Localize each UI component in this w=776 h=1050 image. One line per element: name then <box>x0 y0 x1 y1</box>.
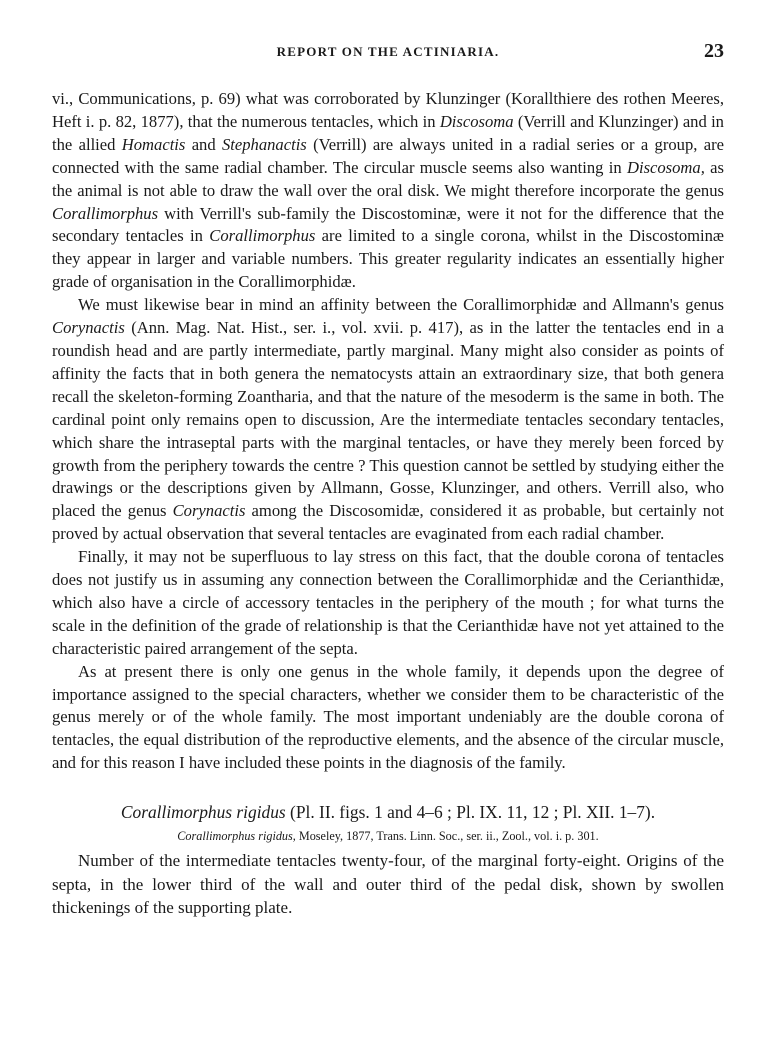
paragraph <box>52 546 724 661</box>
text-run: and <box>185 134 222 154</box>
text-run: are limited to a single corona, whilst in the Discostominæ they appear in larger and variable numbers. This greater regularity indicates an essentially higher grade of organisation in the Corallimorphidæ. <box>52 226 724 292</box>
italic-term: Discosoma, <box>626 157 705 177</box>
text-run: vi., Communications, p. 69) what was corroborated by Klunzinger (Korallthiere des rothen Meeres, Heft i. p. 82, 1877), that the numerous tentacles, which in <box>52 89 724 131</box>
body-text <box>52 88 724 775</box>
text-run: with Verrill's sub-family the Discostominæ, were it not for the difference that the secondary tentacles in <box>52 203 724 246</box>
text-run: We must likewise bear in mind an affinity between the Corallimorphidæ and Allmann's genus <box>78 295 724 315</box>
synonym-reference: Moseley, 1877, Trans. Linn. Soc., ser. ii., Zool., vol. i. p. 301. <box>295 829 599 844</box>
text-run: (Verrill and Klunzinger) and in the allied <box>52 111 724 154</box>
paragraph <box>52 294 724 546</box>
italic-term: Homactis <box>121 134 186 154</box>
running-head <box>52 40 724 66</box>
species-heading <box>52 799 724 825</box>
synonym-name: Corallimorphus rigidus, <box>177 829 296 844</box>
italic-term: Corynactis <box>52 318 125 338</box>
species-plates: (Pl. II. figs. 1 and 4–6 ; Pl. IX. 11, 12 ; Pl. XII. 1–7). <box>285 802 656 823</box>
paragraph <box>52 88 724 294</box>
italic-term: Discosoma <box>439 111 514 131</box>
italic-term: Corynactis <box>172 501 246 521</box>
italic-term: Stephanactis <box>221 134 307 154</box>
synonymy <box>52 825 724 847</box>
text-run: among the Discosomidæ, considered it as probable, but certainly not proved by actual observation that several tentacles are evaginated from each radial chamber. <box>52 501 724 544</box>
species-description <box>52 849 724 919</box>
text-run: As at present there is only one genus in the whole family, it depends upon the degree of importance assigned to the special characters, whether we consider them to be characteristic of the genus merely or of the whole family. The most important undeniably are the double corona of tentacles, the equal distribution of the reproductive elements, and the absence of the circular muscle, and for this reason I have included these points in the diagnosis of the family. <box>52 661 724 773</box>
text-run: Finally, it may not be superfluous to lay stress on this fact, that the double corona of tentacles does not justify us in assuming any connection between the Corallimorphidæ and the Cerianthidæ, which also have a circle of accessory tentacles in the periphery of the mouth ; for what turns the scale in the definition of the grade of relationship is that the Cerianthidæ have not yet attained to the characteristic paired arrangement of the septa. <box>52 547 724 658</box>
running-title: REPORT ON THE ACTINIARIA. <box>276 44 500 59</box>
text-run: (Ann. Mag. Nat. Hist., ser. i., vol. xvii. p. 417), as in the latter the tentacles end in a roundish head and are partly intermediate, partly marginal. Many might also consider as points of affinity the facts that in both genera the nematocysts attain an extraordinary size, that both genera recall the skeleton-forming Zoantharia, and that the nature of the mesoderm is the same in both. The cardinal point only remains open to discussion, Are the intermediate tentacles secondary tentacles, which share the intraseptal parts with the marginal tentacles, or have they merely been forced by growth from the periphery towards the centre ? This question cannot be settled by studying either the drawings or the descriptions given by Allmann, Gosse, Klunzinger, and others. Verrill also, who placed the genus <box>52 318 724 521</box>
text-run: as the animal is not able to draw the wall over the oral disk. We might therefore incorporate the genus <box>52 157 724 200</box>
paragraph <box>52 661 724 776</box>
text-run: (Verrill) are always united in a radial series or a group, are connected with the same radial chamber. The circular muscle seems also wanting in <box>52 134 724 177</box>
species-name: Corallimorphus rigidus <box>120 802 286 823</box>
description-text: Number of the intermediate tentacles twenty-four, of the marginal forty-eight. Origins of the septa, in the lower third of the wall and outer third of the pedal disk, shown by swollen thickenings of the supporting plate. <box>52 851 724 917</box>
italic-term: Corallimorphus <box>209 226 316 246</box>
page-number: 23 <box>704 40 724 62</box>
page <box>52 40 724 919</box>
italic-term: Corallimorphus <box>52 203 159 223</box>
